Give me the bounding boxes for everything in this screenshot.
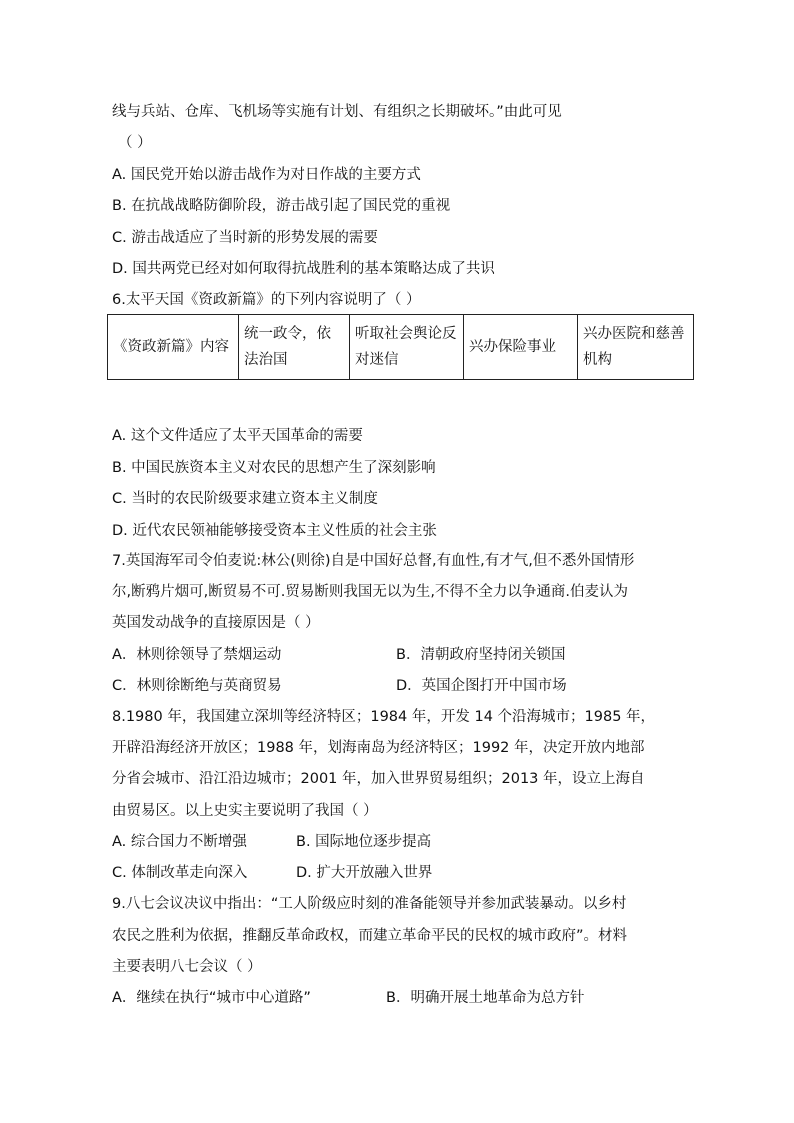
q7-stem-line-2: 尔,断鸦片烟可,断贸易不可.贸易断则我国无以为生,不得不全力以争通商.伯麦认为 [112,584,629,600]
q7-option-c: C．林则徐断绝与英商贸易 [112,678,282,694]
q8-stem-line-3: 分省会城市、沿江沿边城市；2001 年，加入世界贸易组织；2013 年，设立上海自 [112,771,645,787]
q6-option-d: D. 近代农民领袖能够接受资本主义性质的社会主张 [112,523,437,539]
q8-option-c: C. 体制改革走向深入 [112,865,248,881]
q5-option-c: C. 游击战适应了当时新的形势发展的需要 [112,230,378,246]
q7-option-b: B．清朝政府坚持闭关锁国 [396,647,566,663]
q9-stem-line-1: 9.八七会议决议中指出：“工人阶级应时刻的准备能领导并参加武装暴动。以乡村 [112,896,627,912]
q9-option-a: A．继续在执行“城市中心道路” [112,990,311,1006]
q5-answer-blank: （ ） [118,135,152,151]
q8-stem-line-4: 由贸易区。以上史实主要说明了我国（ ） [112,803,378,819]
q7-stem-line-3: 英国发动战争的直接原因是（ ） [112,615,320,631]
q6-option-b: B. 中国民族资本主义对农民的思想产生了深刻影响 [112,460,436,476]
q5-option-a: A. 国民党开始以游击战作为对日作战的主要方式 [112,167,421,183]
q8-option-a: A. 综合国力不断增强 [112,834,247,850]
q6-stem: 6.太平天国《资政新篇》的下列内容说明了（ ） [112,292,421,308]
q7-option-a: A．林则徐领导了禁烟运动 [112,647,282,663]
q9-stem-line-2: 农民之胜利为依据，推翻反革命政权，而建立革命平民的民权的城市政府”。材料 [112,928,628,944]
q6-option-a: A. 这个文件适应了太平天国革命的需要 [112,428,363,444]
q8-stem-line-1: 8.1980 年，我国建立深圳等经济特区；1984 年，开发 14 个沿海城市；1985 年， [112,709,656,725]
table-cell: 听取社会舆论反对迷信 [350,315,464,380]
q8-option-d: D. 扩大开放融入世界 [296,865,433,881]
q5-stem-line-1: 线与兵站、仓库、飞机场等实施有计划、有组织之长期破坏。”由此可见 [112,104,562,120]
q7-option-d: D．英国企图打开中国市场 [396,678,567,694]
q7-stem-line-1: 7.英国海军司令伯麦说:林公(则徐)自是中国好总督,有血性,有才气,但不悉外国情形 [112,553,635,569]
q9-option-b: B．明确开展土地革命为总方针 [386,990,585,1006]
q5-option-b: B. 在抗战战略防御阶段，游击战引起了国民党的重视 [112,198,451,214]
q8-stem-line-2: 开辟沿海经济开放区；1988 年，划海南岛为经济特区；1992 年，决定开放内地部 [112,740,645,756]
table-cell-header: 《资政新篇》内容 [108,315,239,380]
q9-stem-line-3: 主要表明八七会议（ ） [112,959,262,975]
table-cell: 兴办保险事业 [464,315,578,380]
table-cell: 兴办医院和慈善机构 [578,315,694,380]
q6-content-table [107,314,694,380]
q6-option-c: C. 当时的农民阶级要求建立资本主义制度 [112,491,378,507]
table-cell: 统一政令，依法治国 [239,315,350,380]
q8-option-b: B. 国际地位逐步提高 [296,834,432,850]
table-row [108,315,694,380]
q5-option-d: D. 国共两党已经对如何取得抗战胜利的基本策略达成了共识 [112,261,495,277]
